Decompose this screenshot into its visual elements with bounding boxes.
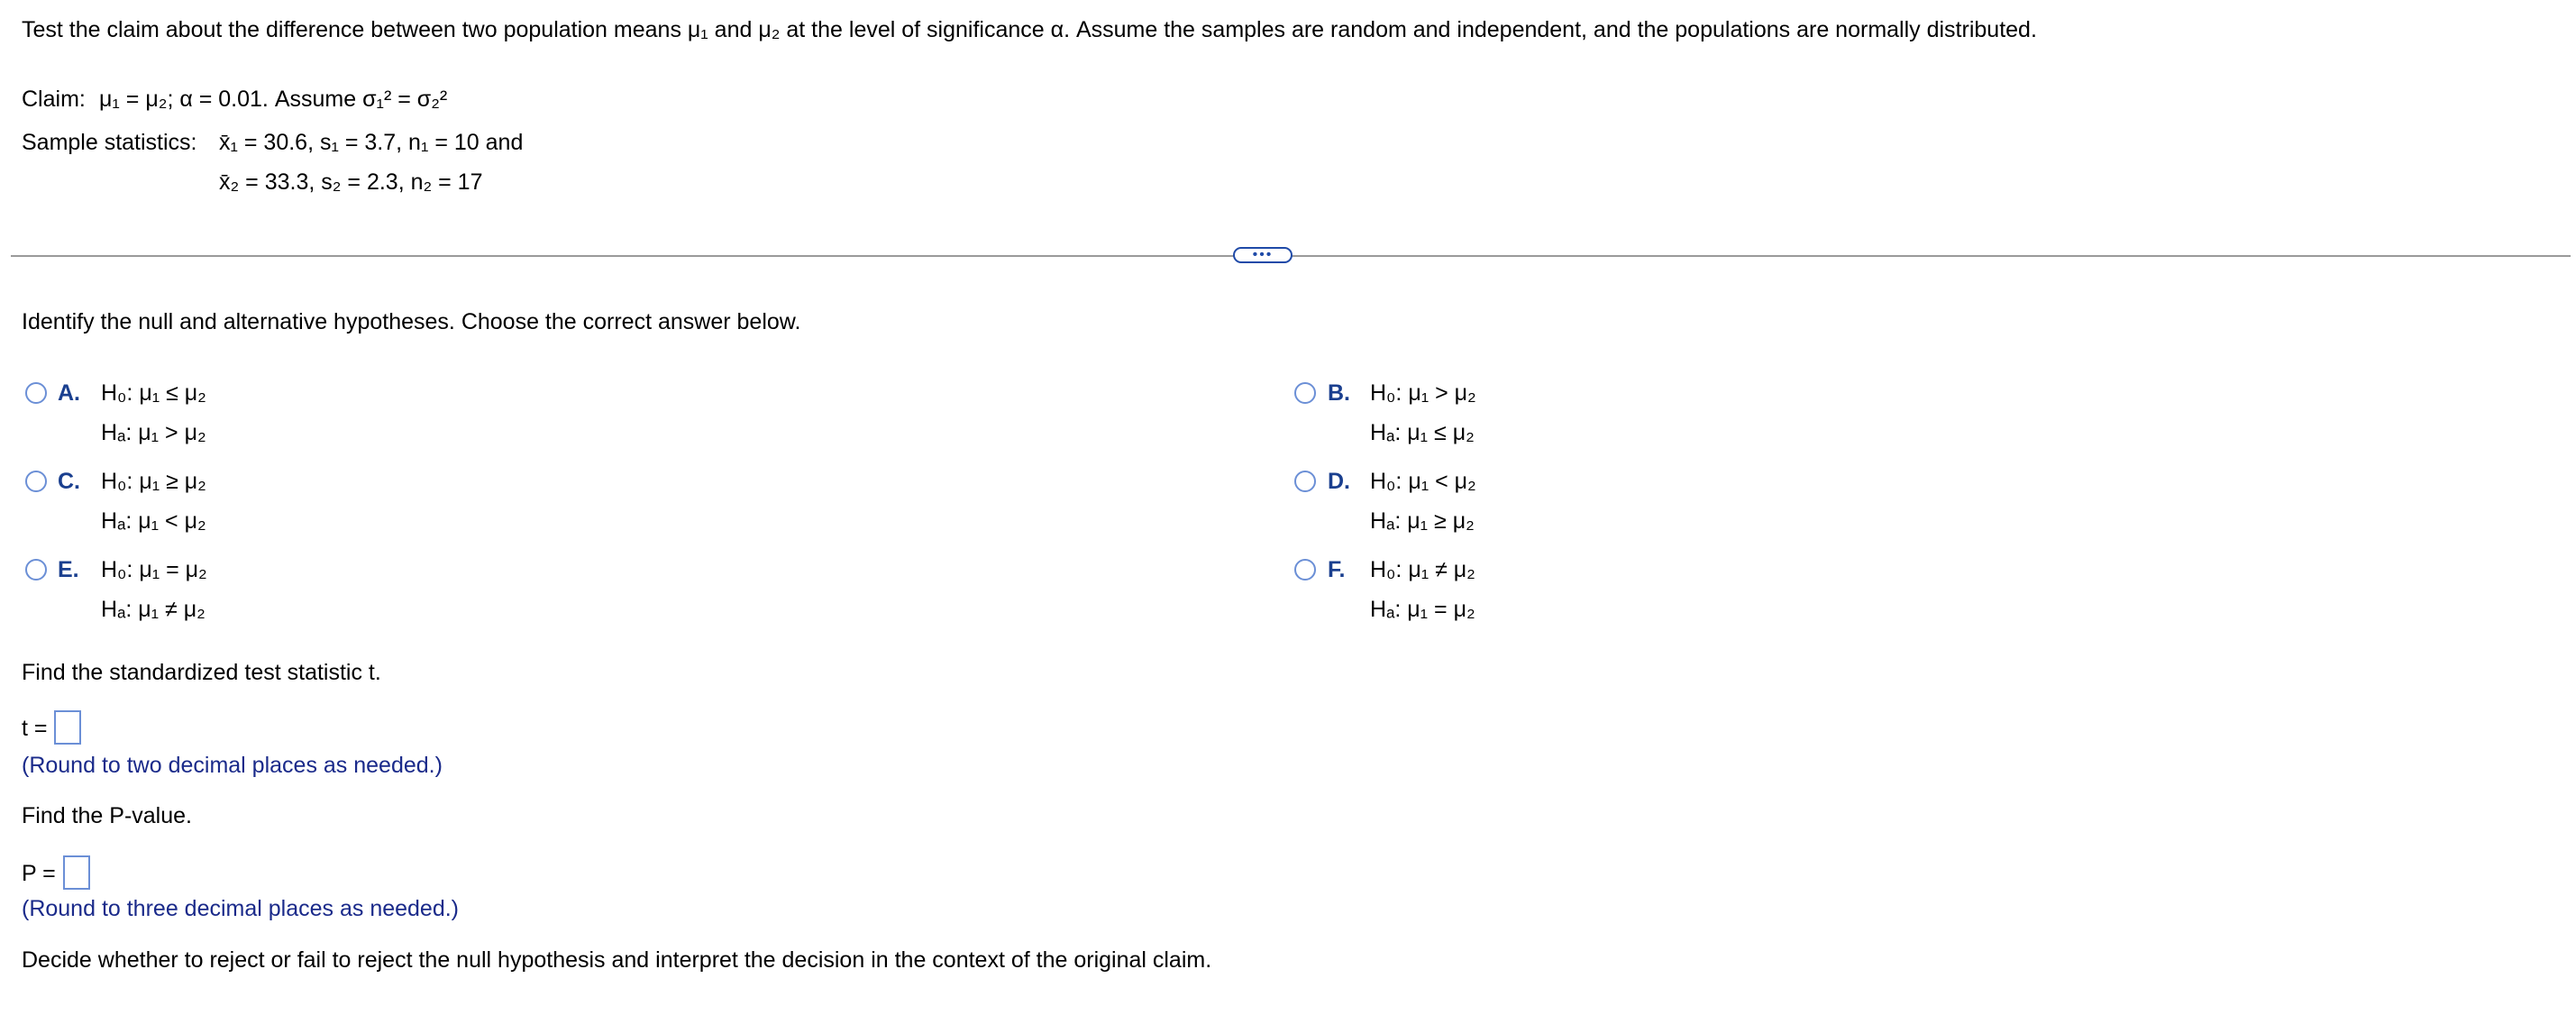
t-statistic-label: t = bbox=[22, 716, 48, 741]
t-statistic-input[interactable] bbox=[54, 710, 81, 745]
option-f-alternative: Hₐ: μ₁ = μ₂ bbox=[1370, 597, 1475, 622]
option-f-null: H₀: μ₁ ≠ μ₂ bbox=[1370, 557, 1475, 582]
option-c-null: H₀: μ₁ ≥ μ₂ bbox=[101, 469, 206, 494]
sample-1-statistics: x̄₁ = 30.6, s₁ = 3.7, n₁ = 10 and bbox=[219, 130, 524, 155]
option-c-alternative: Hₐ: μ₁ < μ₂ bbox=[101, 508, 206, 534]
option-b-radio[interactable] bbox=[1294, 382, 1316, 404]
option-e-null: H₀: μ₁ = μ₂ bbox=[101, 557, 207, 582]
option-a-letter: A. bbox=[58, 380, 80, 406]
option-c-radio[interactable] bbox=[25, 471, 47, 492]
question-2-prompt: Find the standardized test statistic t. bbox=[22, 660, 381, 685]
option-e-letter: E. bbox=[58, 557, 79, 582]
option-e-alternative: Hₐ: μ₁ ≠ μ₂ bbox=[101, 597, 206, 622]
option-d-letter: D. bbox=[1328, 469, 1350, 494]
claim-label: Claim: bbox=[22, 87, 86, 112]
option-f-radio[interactable] bbox=[1294, 559, 1316, 581]
question-3-prompt: Find the P-value. bbox=[22, 803, 192, 828]
option-b-letter: B. bbox=[1328, 380, 1350, 406]
option-a-radio[interactable] bbox=[25, 382, 47, 404]
problem-intro: Test the claim about the difference between two population means μ₁ and μ₂ at the level of significance α. Assume the samples are random and independent, and the populations are normally distributed. bbox=[22, 17, 2037, 42]
question-1-prompt: Identify the null and alternative hypotheses. Choose the correct answer below. bbox=[22, 309, 801, 334]
sample-statistics-label: Sample statistics: bbox=[22, 130, 197, 155]
option-b-alternative: Hₐ: μ₁ ≤ μ₂ bbox=[1370, 420, 1475, 445]
option-c-letter: C. bbox=[58, 469, 80, 494]
t-statistic-hint: (Round to two decimal places as needed.) bbox=[22, 753, 443, 778]
p-value-label: P = bbox=[22, 861, 56, 886]
option-d-radio[interactable] bbox=[1294, 471, 1316, 492]
option-e-radio[interactable] bbox=[25, 559, 47, 581]
more-button[interactable]: ••• bbox=[1233, 247, 1293, 263]
option-f-letter: F. bbox=[1328, 557, 1346, 582]
option-a-alternative: Hₐ: μ₁ > μ₂ bbox=[101, 420, 206, 445]
question-4-prompt: Decide whether to reject or fail to reject the null hypothesis and interpret the decision in the context of the original claim. bbox=[22, 947, 1212, 973]
p-value-hint: (Round to three decimal places as needed.) bbox=[22, 896, 460, 921]
option-d-alternative: Hₐ: μ₁ ≥ μ₂ bbox=[1370, 508, 1475, 534]
sample-2-statistics: x̄₂ = 33.3, s₂ = 2.3, n₂ = 17 bbox=[219, 169, 483, 195]
p-value-input[interactable] bbox=[63, 855, 90, 890]
option-b-null: H₀: μ₁ > μ₂ bbox=[1370, 380, 1476, 406]
option-d-null: H₀: μ₁ < μ₂ bbox=[1370, 469, 1476, 494]
option-a-null: H₀: μ₁ ≤ μ₂ bbox=[101, 380, 206, 406]
claim-text: μ₁ = μ₂; α = 0.01. Assume σ₁² = σ₂² bbox=[99, 87, 448, 112]
